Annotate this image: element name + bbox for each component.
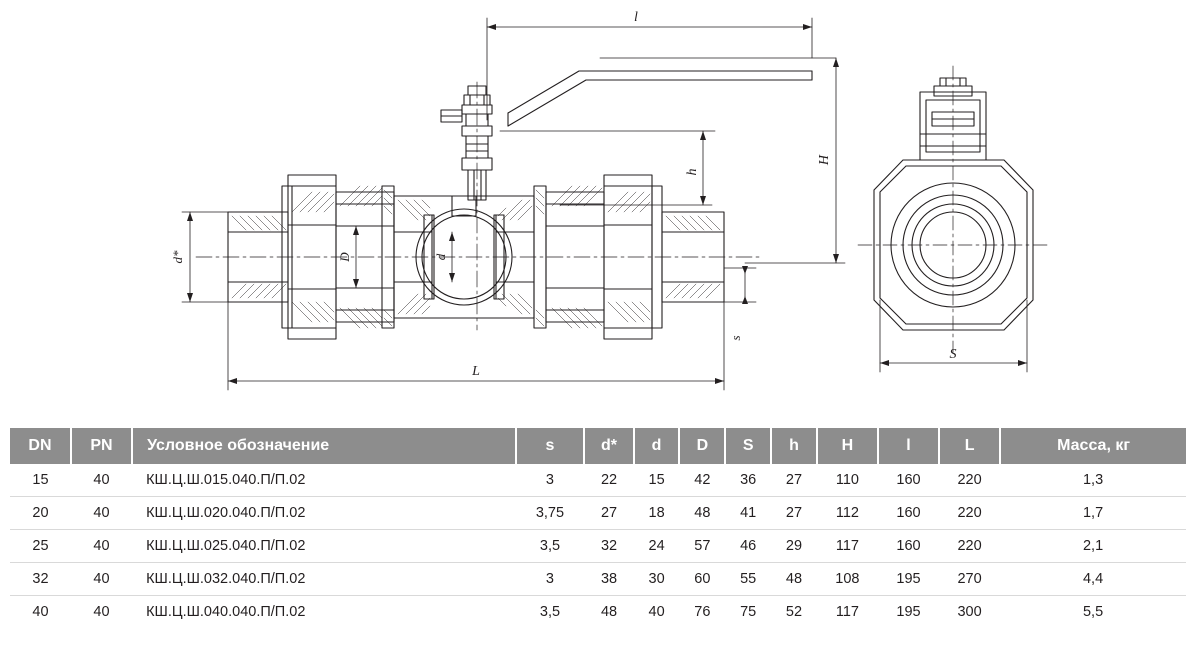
cell-designation: КШ.Ц.Ш.040.040.П/П.02: [146, 604, 306, 620]
cell-l: 160: [878, 464, 939, 497]
cell-H: 112: [817, 497, 878, 530]
cell-S: 75: [740, 604, 757, 620]
cell-H: 108: [817, 563, 878, 596]
dimension-l-top: [487, 18, 812, 120]
cell-dn: 25: [10, 530, 71, 563]
cell-l: 195: [878, 563, 939, 596]
th-d-star: d*: [584, 428, 633, 464]
cell-l: 160: [878, 497, 939, 530]
dimension-h: [500, 131, 715, 205]
table-row: [10, 497, 1186, 530]
cell-L: 300: [957, 604, 982, 620]
dimension-s: [724, 266, 756, 304]
cell-dn: 20: [10, 497, 71, 530]
cell-d-star: 38: [584, 563, 633, 596]
cell-designation: КШ.Ц.Ш.025.040.П/П.02: [132, 530, 516, 563]
cell-dn: 40: [32, 604, 49, 620]
cell-d-star: 22: [584, 464, 633, 497]
label-l-small: l: [634, 10, 638, 25]
valve-stem: [441, 86, 492, 200]
cell-mass: 4,4: [1000, 563, 1186, 596]
cell-d: 15: [634, 464, 680, 497]
label-d-star: d*: [170, 250, 185, 264]
cell-mass: 2,1: [1000, 530, 1186, 563]
table-row: [10, 530, 1186, 563]
cell-s: 3,5: [539, 604, 561, 620]
cell-mass: 1,3: [1000, 464, 1186, 497]
end-view: [858, 66, 1048, 372]
cell-H: 110: [817, 464, 878, 497]
th-pn: PN: [71, 428, 132, 464]
label-S: S: [949, 347, 957, 362]
cell-H: 117: [817, 530, 878, 563]
cell-D: 42: [679, 464, 725, 497]
valve-handle: [508, 71, 812, 126]
label-s: s: [728, 335, 743, 341]
th-H: H: [817, 428, 878, 464]
cell-D: 48: [679, 497, 725, 530]
cell-S: 46: [725, 530, 771, 563]
cell-L: 220: [939, 530, 1000, 563]
specification-table: [10, 428, 1186, 628]
cell-L: 270: [939, 563, 1000, 596]
cell-d: 18: [634, 497, 680, 530]
table-row: [10, 596, 1186, 629]
th-d: d: [634, 428, 680, 464]
cell-d: 24: [634, 530, 680, 563]
cell-h: 48: [771, 563, 817, 596]
cell-d-star: 48: [600, 604, 618, 620]
cell-pn: 40: [71, 497, 132, 530]
cell-mass: 5,5: [1082, 604, 1104, 620]
th-dn: DN: [10, 428, 71, 464]
cell-d: 40: [648, 604, 665, 620]
cell-h: 27: [771, 497, 817, 530]
cell-D: 60: [679, 563, 725, 596]
cell-pn: 40: [93, 604, 110, 620]
cell-S: 36: [725, 464, 771, 497]
cell-S: 55: [725, 563, 771, 596]
cell-D: 76: [694, 604, 711, 620]
cell-h: 29: [771, 530, 817, 563]
cell-designation: КШ.Ц.Ш.015.040.П/П.02: [132, 464, 516, 497]
cell-pn: 40: [71, 563, 132, 596]
cell-H: 117: [835, 604, 859, 620]
cell-s: 3: [516, 464, 585, 497]
label-h: h: [685, 168, 700, 176]
th-D: D: [679, 428, 725, 464]
th-l: l: [878, 428, 939, 464]
cell-designation: КШ.Ц.Ш.020.040.П/П.02: [132, 497, 516, 530]
cell-L: 220: [939, 464, 1000, 497]
cell-pn: 40: [71, 464, 132, 497]
cell-d: 30: [634, 563, 680, 596]
cell-l: 195: [896, 604, 921, 620]
th-L: L: [939, 428, 1000, 464]
cell-pn: 40: [71, 530, 132, 563]
cell-d-star: 27: [584, 497, 633, 530]
cell-h: 27: [771, 464, 817, 497]
table-header-row: [10, 428, 1186, 464]
cell-S: 41: [725, 497, 771, 530]
cell-s: 3,5: [516, 530, 585, 563]
cell-d-star: 32: [584, 530, 633, 563]
cell-s: 3: [516, 563, 585, 596]
cell-D: 57: [679, 530, 725, 563]
th-designation: Условное обозначение: [132, 428, 516, 464]
center-axis: [196, 82, 760, 330]
table-row: [10, 464, 1186, 497]
cell-s: 3,75: [516, 497, 585, 530]
th-mass: Масса, кг: [1000, 428, 1186, 464]
cell-h: 52: [785, 604, 803, 620]
label-L: L: [472, 364, 480, 379]
th-s: s: [516, 428, 585, 464]
cell-designation: КШ.Ц.Ш.032.040.П/П.02: [132, 563, 516, 596]
cell-dn: 15: [10, 464, 71, 497]
cell-dn: 32: [10, 563, 71, 596]
th-S: S: [725, 428, 771, 464]
label-D: D: [337, 252, 352, 262]
th-h: h: [771, 428, 817, 464]
cell-mass: 1,7: [1000, 497, 1186, 530]
cell-l: 160: [878, 530, 939, 563]
cell-L: 220: [939, 497, 1000, 530]
label-d-bore: d: [433, 253, 448, 261]
label-H: H: [817, 154, 832, 166]
table-row: [10, 563, 1186, 596]
